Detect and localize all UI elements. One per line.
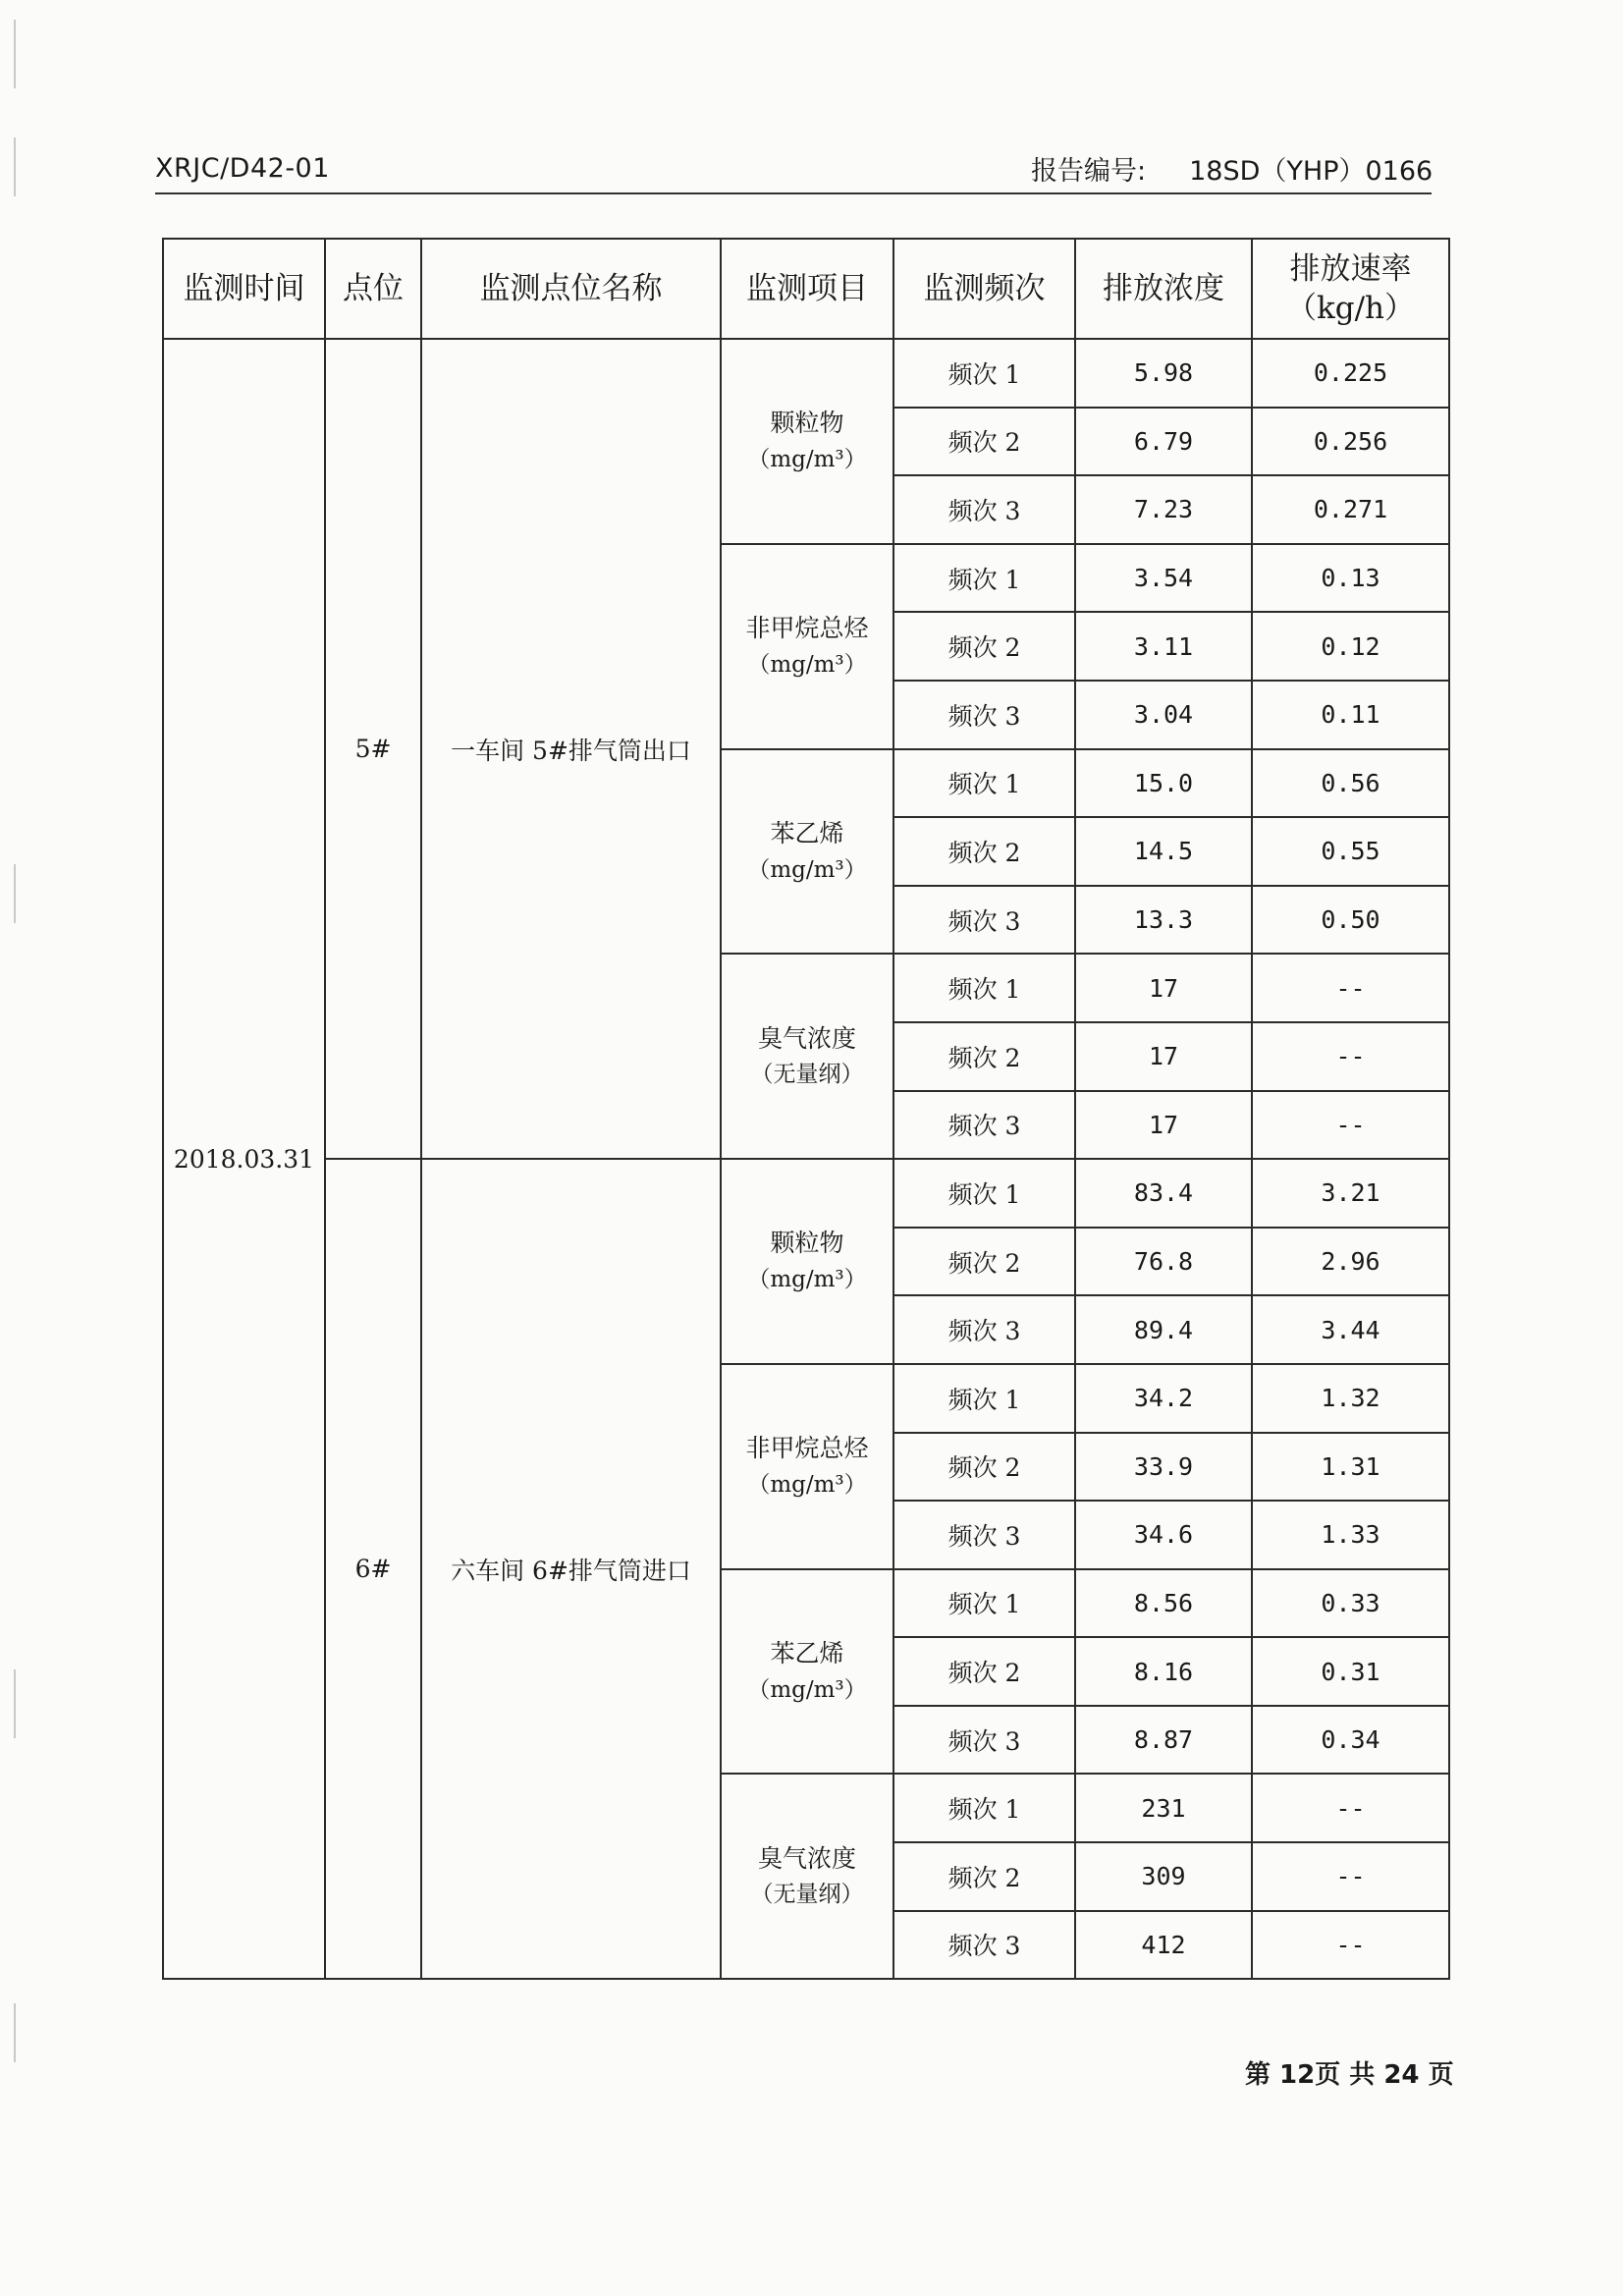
concentration-cell: 231 [1075, 1774, 1252, 1842]
concentration-cell: 8.87 [1075, 1706, 1252, 1775]
concentration-cell: 14.5 [1075, 817, 1252, 886]
rate-cell: 2.96 [1252, 1228, 1449, 1296]
item-unit: （无量纲） [750, 1062, 864, 1088]
item-unit: （mg/m³） [747, 651, 867, 678]
concentration-cell: 3.54 [1075, 544, 1252, 613]
frequency-cell: 频次 3 [893, 475, 1075, 544]
item-unit: （mg/m³） [747, 1471, 867, 1498]
concentration-cell: 83.4 [1075, 1159, 1252, 1228]
frequency-cell: 频次 2 [893, 1433, 1075, 1502]
frequency-cell: 频次 3 [893, 681, 1075, 749]
concentration-cell: 13.3 [1075, 886, 1252, 955]
monitoring-item [721, 1774, 893, 1979]
col-header-frequency: 监测频次 [893, 239, 1075, 339]
rate-cell: 0.55 [1252, 817, 1449, 886]
col-header-point-name: 监测点位名称 [421, 239, 721, 339]
rate-cell: 0.31 [1252, 1637, 1449, 1706]
rate-cell: 0.34 [1252, 1706, 1449, 1775]
item-name: 颗粒物 [770, 409, 844, 438]
point-name: 一车间 5#排气筒出口 [421, 339, 721, 1159]
report-number-label: 报告编号: [1031, 156, 1147, 187]
item-unit: （mg/m³） [747, 1676, 867, 1703]
rate-cell: -- [1252, 1774, 1449, 1842]
point-id: 5# [325, 339, 421, 1159]
frequency-cell: 频次 3 [893, 1911, 1075, 1980]
concentration-cell: 34.6 [1075, 1501, 1252, 1569]
frequency-cell: 频次 2 [893, 408, 1075, 476]
rate-cell: 0.271 [1252, 475, 1449, 544]
concentration-cell: 3.04 [1075, 681, 1252, 749]
concentration-cell: 15.0 [1075, 749, 1252, 818]
rate-cell: 0.12 [1252, 612, 1449, 681]
rate-cell: 0.56 [1252, 749, 1449, 818]
concentration-cell: 8.16 [1075, 1637, 1252, 1706]
report-number-value: 18SD（YHP）0166 [1189, 156, 1434, 187]
col-header-rate-label: 排放速率 [1289, 250, 1412, 287]
concentration-cell: 76.8 [1075, 1228, 1252, 1296]
frequency-cell: 频次 1 [893, 954, 1075, 1022]
scan-edge-mark [14, 20, 16, 88]
scan-edge-mark [14, 2003, 16, 2062]
rate-cell: 0.33 [1252, 1569, 1449, 1638]
concentration-cell: 17 [1075, 1091, 1252, 1160]
frequency-cell: 频次 2 [893, 1022, 1075, 1091]
concentration-cell: 34.2 [1075, 1364, 1252, 1433]
concentration-cell: 6.79 [1075, 408, 1252, 476]
frequency-cell: 频次 3 [893, 1091, 1075, 1160]
monitoring-item [721, 749, 893, 955]
rate-cell: -- [1252, 1842, 1449, 1911]
item-unit: （mg/m³） [747, 446, 867, 472]
concentration-cell: 3.11 [1075, 612, 1252, 681]
item-name: 非甲烷总烃 [745, 1434, 869, 1463]
item-name: 非甲烷总烃 [745, 613, 869, 642]
monitoring-item [721, 1159, 893, 1364]
frequency-cell: 频次 3 [893, 1501, 1075, 1569]
table-header-row [163, 239, 1449, 339]
item-name: 臭气浓度 [757, 1023, 856, 1053]
rate-cell: 0.50 [1252, 886, 1449, 955]
item-unit: （mg/m³） [747, 1267, 867, 1293]
rate-cell: -- [1252, 1091, 1449, 1160]
monitoring-results-table [162, 238, 1450, 1980]
monitoring-item [721, 1569, 893, 1775]
header-divider [155, 192, 1432, 194]
concentration-cell: 7.23 [1075, 475, 1252, 544]
item-name: 臭气浓度 [757, 1843, 856, 1873]
item-name: 苯乙烯 [770, 818, 844, 847]
frequency-cell: 频次 2 [893, 1842, 1075, 1911]
point-name: 六车间 6#排气筒进口 [421, 1159, 721, 1979]
col-header-rate [1252, 239, 1449, 339]
col-header-item: 监测项目 [721, 239, 893, 339]
concentration-cell: 412 [1075, 1911, 1252, 1980]
rate-cell: 1.32 [1252, 1364, 1449, 1433]
concentration-cell: 89.4 [1075, 1295, 1252, 1364]
item-unit: （无量纲） [750, 1882, 864, 1908]
rate-cell: -- [1252, 954, 1449, 1022]
rate-cell: 3.21 [1252, 1159, 1449, 1228]
concentration-cell: 8.56 [1075, 1569, 1252, 1638]
scan-edge-mark [14, 137, 16, 196]
table-row [163, 1159, 1449, 1228]
concentration-cell: 17 [1075, 954, 1252, 1022]
rate-cell: 0.256 [1252, 408, 1449, 476]
monitoring-item [721, 954, 893, 1159]
frequency-cell: 频次 1 [893, 544, 1075, 613]
rate-cell: 1.31 [1252, 1433, 1449, 1502]
frequency-cell: 频次 1 [893, 339, 1075, 408]
col-header-time: 监测时间 [163, 239, 325, 339]
rate-cell: 0.13 [1252, 544, 1449, 613]
table-row [163, 339, 1449, 408]
rate-cell: 0.225 [1252, 339, 1449, 408]
col-header-rate-unit: （kg/h） [1285, 291, 1416, 326]
concentration-cell: 17 [1075, 1022, 1252, 1091]
page-number: 第 12页 共 24 页 [1245, 2060, 1454, 2090]
frequency-cell: 频次 2 [893, 1637, 1075, 1706]
rate-cell: 0.11 [1252, 681, 1449, 749]
rate-cell: -- [1252, 1911, 1449, 1980]
frequency-cell: 频次 2 [893, 1228, 1075, 1296]
frequency-cell: 频次 3 [893, 1295, 1075, 1364]
monitoring-date: 2018.03.31 [163, 339, 325, 1979]
item-name: 苯乙烯 [770, 1638, 844, 1667]
frequency-cell: 频次 2 [893, 817, 1075, 886]
monitoring-item [721, 1364, 893, 1569]
monitoring-item [721, 544, 893, 749]
report-number [1031, 149, 1433, 188]
doc-code: XRJC/D42-01 [155, 153, 330, 184]
frequency-cell: 频次 3 [893, 886, 1075, 955]
concentration-cell: 309 [1075, 1842, 1252, 1911]
concentration-cell: 33.9 [1075, 1433, 1252, 1502]
rate-cell: 1.33 [1252, 1501, 1449, 1569]
frequency-cell: 频次 1 [893, 1364, 1075, 1433]
frequency-cell: 频次 1 [893, 749, 1075, 818]
col-header-concentration: 排放浓度 [1075, 239, 1252, 339]
rate-cell: 3.44 [1252, 1295, 1449, 1364]
rate-cell: -- [1252, 1022, 1449, 1091]
frequency-cell: 频次 2 [893, 612, 1075, 681]
frequency-cell: 频次 1 [893, 1159, 1075, 1228]
frequency-cell: 频次 3 [893, 1706, 1075, 1775]
concentration-cell: 5.98 [1075, 339, 1252, 408]
frequency-cell: 频次 1 [893, 1569, 1075, 1638]
item-unit: （mg/m³） [747, 856, 867, 883]
col-header-point: 点位 [325, 239, 421, 339]
monitoring-item [721, 339, 893, 544]
item-name: 颗粒物 [770, 1229, 844, 1258]
scan-edge-mark [14, 1669, 16, 1738]
scan-edge-mark [14, 864, 16, 923]
point-id: 6# [325, 1159, 421, 1979]
frequency-cell: 频次 1 [893, 1774, 1075, 1842]
